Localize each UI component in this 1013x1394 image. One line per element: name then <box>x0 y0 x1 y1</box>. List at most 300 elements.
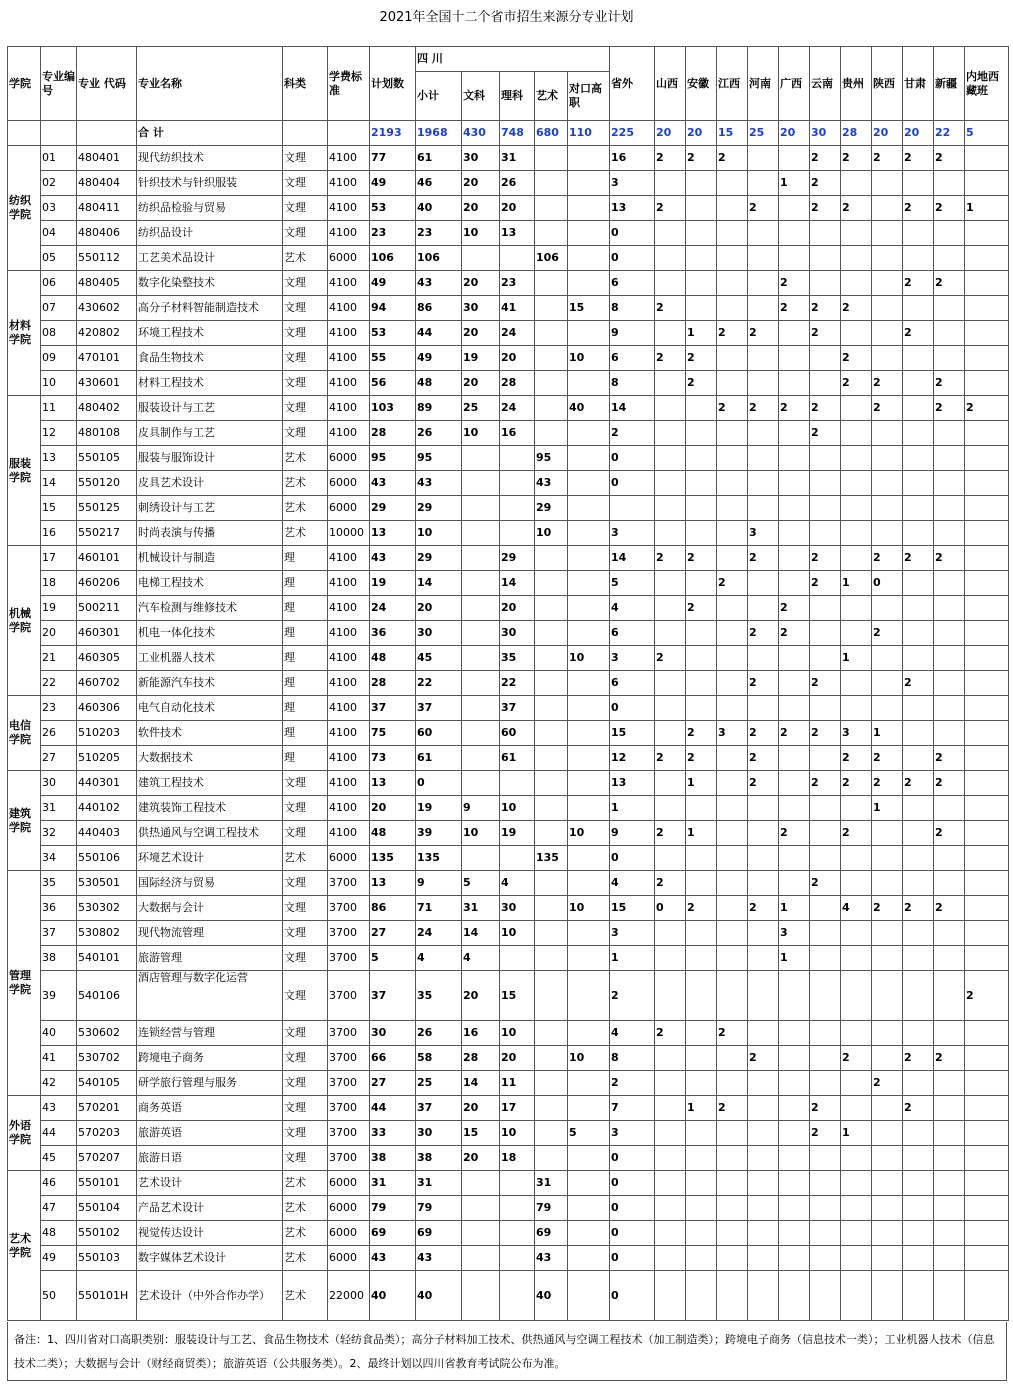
tibet-class-cell <box>965 696 1009 721</box>
guangxi-cell <box>779 446 810 471</box>
anhui-cell <box>686 946 717 971</box>
guangxi-cell <box>779 696 810 721</box>
outside-total-cell: 4 <box>610 596 655 621</box>
major-type-cell: 理 <box>283 596 328 621</box>
sichuan-wen-cell <box>462 446 500 471</box>
gansu-cell <box>903 696 934 721</box>
sichuan-li-cell <box>500 471 535 496</box>
xinjiang-cell <box>934 296 965 321</box>
guangxi-cell <box>779 846 810 871</box>
sichuan-subtotal-cell: 24 <box>416 921 462 946</box>
guangxi-cell <box>779 1246 810 1271</box>
major-name-cell: 建筑装饰工程技术 <box>137 796 283 821</box>
sichuan-li-cell: 41 <box>500 296 535 321</box>
plan-total-cell: 19 <box>370 571 416 596</box>
tuition-fee-cell: 4100 <box>328 821 370 846</box>
sichuan-subtotal-cell: 29 <box>416 546 462 571</box>
yunnan-cell <box>810 1221 841 1246</box>
shanxi-cell <box>655 621 686 646</box>
shanxi-cell <box>655 696 686 721</box>
shaanxi-cell <box>872 1021 903 1046</box>
table-row <box>8 571 1009 596</box>
plan-total-cell: 24 <box>370 596 416 621</box>
major-type-cell: 文理 <box>283 396 328 421</box>
table-row <box>8 421 1009 446</box>
sichuan-subtotal-cell: 49 <box>416 346 462 371</box>
sichuan-art-cell: 31 <box>535 1171 568 1196</box>
xinjiang-cell <box>934 1121 965 1146</box>
outside-total-cell: 3 <box>610 646 655 671</box>
sichuan-li-cell <box>500 521 535 546</box>
major-name-cell: 工业机器人技术 <box>137 646 283 671</box>
henan-cell <box>748 1246 779 1271</box>
major-name-cell: 电气自动化技术 <box>137 696 283 721</box>
plan-total-cell: 30 <box>370 1021 416 1046</box>
sichuan-wen-cell <box>462 596 500 621</box>
tuition-fee-cell: 4100 <box>328 171 370 196</box>
henan-cell <box>748 846 779 871</box>
jiangxi-cell: 2 <box>717 1021 748 1046</box>
sichuan-duikou-cell: 15 <box>568 296 610 321</box>
major-name-cell: 高分子材料智能制造技术 <box>137 296 283 321</box>
major-no-cell: 40 <box>41 1021 77 1046</box>
shanxi-cell: 2 <box>655 746 686 771</box>
sichuan-art-cell <box>535 771 568 796</box>
anhui-cell: 2 <box>686 346 717 371</box>
guizhou-cell: 2 <box>841 146 872 171</box>
sichuan-art-cell: 29 <box>535 496 568 521</box>
major-code-cell: 480402 <box>77 396 137 421</box>
yunnan-cell <box>810 1021 841 1046</box>
major-name-cell: 现代物流管理 <box>137 921 283 946</box>
tibet-class-cell <box>965 571 1009 596</box>
outside-total-cell: 3 <box>610 521 655 546</box>
henan-cell <box>748 946 779 971</box>
guizhou-cell <box>841 271 872 296</box>
xinjiang-cell <box>934 796 965 821</box>
guizhou-cell <box>841 696 872 721</box>
plan-total-cell: 23 <box>370 221 416 246</box>
henan-cell <box>748 1196 779 1221</box>
major-code-cell: 480401 <box>77 146 137 171</box>
major-no-cell: 26 <box>41 721 77 746</box>
guangxi-cell: 2 <box>779 621 810 646</box>
sichuan-li-cell: 20 <box>500 1046 535 1071</box>
plan-total-cell: 13 <box>370 521 416 546</box>
guangxi-cell <box>779 1171 810 1196</box>
gansu-cell <box>903 721 934 746</box>
xinjiang-cell <box>934 846 965 871</box>
college-name: 建筑学院 <box>8 771 41 871</box>
henan-cell <box>748 1071 779 1096</box>
guangxi-cell <box>779 746 810 771</box>
major-no-cell: 23 <box>41 696 77 721</box>
major-no-cell: 06 <box>41 271 77 296</box>
header-duikou: 对口高职 <box>568 72 610 121</box>
shanxi-cell <box>655 796 686 821</box>
sichuan-wen-cell <box>462 521 500 546</box>
anhui-cell <box>686 1146 717 1171</box>
tibet-class-cell <box>965 871 1009 896</box>
header-province: 江西 <box>717 47 748 121</box>
tuition-fee-cell: 4100 <box>328 771 370 796</box>
shanxi-cell <box>655 246 686 271</box>
major-code-cell: 480406 <box>77 221 137 246</box>
major-no-cell: 38 <box>41 946 77 971</box>
tuition-fee-cell: 4100 <box>328 621 370 646</box>
sichuan-art-cell: 79 <box>535 1196 568 1221</box>
shaanxi-cell <box>872 846 903 871</box>
guizhou-cell <box>841 946 872 971</box>
sichuan-subtotal-cell: 9 <box>416 871 462 896</box>
xinjiang-cell <box>934 171 965 196</box>
table-row <box>8 196 1009 221</box>
total-value: 1968 <box>416 121 462 146</box>
empty-cell <box>41 121 77 146</box>
plan-total-cell: 33 <box>370 1121 416 1146</box>
shaanxi-cell <box>872 671 903 696</box>
guangxi-cell <box>779 471 810 496</box>
guizhou-cell <box>841 246 872 271</box>
tuition-fee-cell: 6000 <box>328 1246 370 1271</box>
college-name: 服装学院 <box>8 396 41 546</box>
major-name-cell: 产品艺术设计 <box>137 1196 283 1221</box>
major-type-cell: 艺术 <box>283 1221 328 1246</box>
major-no-cell: 42 <box>41 1071 77 1096</box>
guangxi-cell <box>779 221 810 246</box>
yunnan-cell <box>810 1171 841 1196</box>
outside-total-cell: 0 <box>610 446 655 471</box>
henan-cell <box>748 221 779 246</box>
xinjiang-cell <box>934 1271 965 1321</box>
major-no-cell: 17 <box>41 546 77 571</box>
yunnan-cell: 2 <box>810 721 841 746</box>
major-code-cell: 430601 <box>77 371 137 396</box>
xinjiang-cell <box>934 921 965 946</box>
xinjiang-cell <box>934 671 965 696</box>
shanxi-cell: 2 <box>655 646 686 671</box>
sichuan-art-cell <box>535 346 568 371</box>
total-value: 30 <box>810 121 841 146</box>
major-code-cell: 470101 <box>77 346 137 371</box>
plan-total-cell: 43 <box>370 546 416 571</box>
xinjiang-cell <box>934 1171 965 1196</box>
major-type-cell: 艺术 <box>283 1171 328 1196</box>
sichuan-li-cell <box>500 1271 535 1321</box>
guizhou-cell: 2 <box>841 346 872 371</box>
major-type-cell: 艺术 <box>283 1196 328 1221</box>
sichuan-subtotal-cell: 40 <box>416 1271 462 1321</box>
tuition-fee-cell: 4100 <box>328 721 370 746</box>
major-code-cell: 420802 <box>77 321 137 346</box>
major-code-cell: 530702 <box>77 1046 137 1071</box>
major-type-cell: 理 <box>283 721 328 746</box>
sichuan-wen-cell: 25 <box>462 396 500 421</box>
anhui-cell: 2 <box>686 596 717 621</box>
major-type-cell: 理 <box>283 621 328 646</box>
anhui-cell <box>686 296 717 321</box>
sichuan-art-cell: 10 <box>535 521 568 546</box>
shaanxi-cell: 2 <box>872 746 903 771</box>
henan-cell <box>748 1021 779 1046</box>
major-type-cell: 艺术 <box>283 1246 328 1271</box>
sichuan-duikou-cell <box>568 546 610 571</box>
sichuan-art-cell <box>535 1021 568 1046</box>
shaanxi-cell <box>872 171 903 196</box>
sichuan-li-cell <box>500 496 535 521</box>
tuition-fee-cell: 4100 <box>328 671 370 696</box>
anhui-cell <box>686 421 717 446</box>
shanxi-cell <box>655 171 686 196</box>
major-code-cell: 540101 <box>77 946 137 971</box>
henan-cell: 2 <box>748 746 779 771</box>
total-value: 110 <box>568 121 610 146</box>
sichuan-subtotal-cell: 26 <box>416 421 462 446</box>
plan-total-cell: 44 <box>370 1096 416 1121</box>
gansu-cell <box>903 371 934 396</box>
sichuan-duikou-cell <box>568 771 610 796</box>
outside-total-cell: 13 <box>610 196 655 221</box>
header-li: 理科 <box>500 72 535 121</box>
gansu-cell <box>903 646 934 671</box>
guizhou-cell: 2 <box>841 746 872 771</box>
jiangxi-cell <box>717 171 748 196</box>
outside-total-cell: 0 <box>610 1146 655 1171</box>
gansu-cell <box>903 1121 934 1146</box>
sichuan-subtotal-cell: 14 <box>416 571 462 596</box>
header-college: 学院 <box>8 47 41 121</box>
major-name-cell: 材料工程技术 <box>137 371 283 396</box>
major-code-cell: 550106 <box>77 846 137 871</box>
tibet-class-cell <box>965 246 1009 271</box>
tuition-fee-cell: 4100 <box>328 321 370 346</box>
gansu-cell: 2 <box>903 196 934 221</box>
tuition-fee-cell: 3700 <box>328 921 370 946</box>
tibet-class-cell <box>965 521 1009 546</box>
total-row <box>8 121 1009 146</box>
xinjiang-cell <box>934 871 965 896</box>
anhui-cell <box>686 696 717 721</box>
sichuan-wen-cell: 14 <box>462 921 500 946</box>
tibet-class-cell: 2 <box>965 971 1009 1021</box>
guangxi-cell <box>779 321 810 346</box>
henan-cell <box>748 446 779 471</box>
shanxi-cell <box>655 671 686 696</box>
major-code-cell: 460101 <box>77 546 137 571</box>
gansu-cell <box>903 796 934 821</box>
yunnan-cell <box>810 846 841 871</box>
sichuan-wen-cell: 20 <box>462 196 500 221</box>
plan-total-cell: 66 <box>370 1046 416 1071</box>
sichuan-li-cell: 16 <box>500 421 535 446</box>
major-type-cell: 文理 <box>283 946 328 971</box>
sichuan-art-cell <box>535 321 568 346</box>
table-row <box>8 446 1009 471</box>
outside-total-cell: 3 <box>610 171 655 196</box>
tibet-class-cell <box>965 1246 1009 1271</box>
shaanxi-cell <box>872 346 903 371</box>
major-name-cell: 软件技术 <box>137 721 283 746</box>
table-row <box>8 371 1009 396</box>
shaanxi-cell <box>872 1146 903 1171</box>
sichuan-art-cell <box>535 396 568 421</box>
shaanxi-cell: 1 <box>872 721 903 746</box>
tuition-fee-cell: 6000 <box>328 1196 370 1221</box>
sichuan-subtotal-cell: 58 <box>416 1046 462 1071</box>
plan-total-cell: 48 <box>370 821 416 846</box>
major-name-cell: 针织技术与针织服装 <box>137 171 283 196</box>
tibet-class-cell <box>965 271 1009 296</box>
henan-cell <box>748 146 779 171</box>
major-code-cell: 460305 <box>77 646 137 671</box>
tibet-class-cell <box>965 1096 1009 1121</box>
jiangxi-cell <box>717 1121 748 1146</box>
shaanxi-cell <box>872 1246 903 1271</box>
jiangxi-cell <box>717 546 748 571</box>
shanxi-cell <box>655 1071 686 1096</box>
henan-cell: 2 <box>748 721 779 746</box>
major-no-cell: 41 <box>41 1046 77 1071</box>
guangxi-cell <box>779 571 810 596</box>
sichuan-wen-cell: 10 <box>462 421 500 446</box>
jiangxi-cell <box>717 1171 748 1196</box>
gansu-cell <box>903 296 934 321</box>
anhui-cell <box>686 471 717 496</box>
sichuan-wen-cell <box>462 1271 500 1321</box>
plan-total-cell: 37 <box>370 696 416 721</box>
xinjiang-cell: 2 <box>934 146 965 171</box>
henan-cell <box>748 1121 779 1146</box>
major-no-cell: 13 <box>41 446 77 471</box>
major-code-cell: 550120 <box>77 471 137 496</box>
guangxi-cell <box>779 496 810 521</box>
table-row <box>8 1071 1009 1096</box>
plan-total-cell: 55 <box>370 346 416 371</box>
tibet-class-cell <box>965 421 1009 446</box>
sichuan-li-cell: 29 <box>500 546 535 571</box>
guizhou-cell <box>841 621 872 646</box>
outside-total-cell: 3 <box>610 1121 655 1146</box>
sichuan-subtotal-cell: 43 <box>416 271 462 296</box>
major-no-cell: 04 <box>41 221 77 246</box>
tuition-fee-cell: 6000 <box>328 496 370 521</box>
major-name-cell: 服装设计与工艺 <box>137 396 283 421</box>
guizhou-cell <box>841 421 872 446</box>
gansu-cell <box>903 221 934 246</box>
table-row <box>8 546 1009 571</box>
yunnan-cell: 2 <box>810 546 841 571</box>
sichuan-subtotal-cell: 4 <box>416 946 462 971</box>
tibet-class-cell <box>965 371 1009 396</box>
guizhou-cell: 1 <box>841 646 872 671</box>
college-name: 管理学院 <box>8 871 41 1096</box>
major-type-cell: 文理 <box>283 196 328 221</box>
sichuan-art-cell <box>535 196 568 221</box>
anhui-cell: 2 <box>686 146 717 171</box>
sichuan-art-cell <box>535 896 568 921</box>
guizhou-cell <box>841 321 872 346</box>
shanxi-cell <box>655 321 686 346</box>
sichuan-art-cell <box>535 821 568 846</box>
major-name-cell: 建筑工程技术 <box>137 771 283 796</box>
major-code-cell: 550105 <box>77 446 137 471</box>
major-name-cell: 数字媒体艺术设计 <box>137 1246 283 1271</box>
sichuan-subtotal-cell: 135 <box>416 846 462 871</box>
xinjiang-cell <box>934 971 965 1021</box>
yunnan-cell <box>810 1196 841 1221</box>
sichuan-duikou-cell: 10 <box>568 821 610 846</box>
jiangxi-cell <box>717 796 748 821</box>
college-name: 艺术学院 <box>8 1171 41 1321</box>
sichuan-duikou-cell <box>568 1271 610 1321</box>
shanxi-cell <box>655 846 686 871</box>
sichuan-art-cell: 43 <box>535 1246 568 1271</box>
anhui-cell: 2 <box>686 546 717 571</box>
tuition-fee-cell: 6000 <box>328 246 370 271</box>
shaanxi-cell: 2 <box>872 771 903 796</box>
major-type-cell: 艺术 <box>283 496 328 521</box>
major-name-cell: 酒店管理与数字化运营 <box>137 971 283 1021</box>
yunnan-cell <box>810 1071 841 1096</box>
major-no-cell: 45 <box>41 1146 77 1171</box>
table-row <box>8 796 1009 821</box>
anhui-cell: 2 <box>686 371 717 396</box>
college-name: 电信学院 <box>8 696 41 771</box>
tibet-class-cell <box>965 796 1009 821</box>
jiangxi-cell <box>717 471 748 496</box>
tibet-class-cell <box>965 446 1009 471</box>
sichuan-li-cell: 37 <box>500 696 535 721</box>
sichuan-subtotal-cell: 71 <box>416 896 462 921</box>
yunnan-cell <box>810 1246 841 1271</box>
xinjiang-cell <box>934 221 965 246</box>
sichuan-wen-cell: 15 <box>462 1121 500 1146</box>
sichuan-li-cell: 18 <box>500 1146 535 1171</box>
xinjiang-cell <box>934 446 965 471</box>
jiangxi-cell <box>717 696 748 721</box>
tuition-fee-cell: 3700 <box>328 1046 370 1071</box>
guizhou-cell: 2 <box>841 821 872 846</box>
plan-total-cell: 53 <box>370 196 416 221</box>
jiangxi-cell <box>717 221 748 246</box>
tibet-class-cell <box>965 821 1009 846</box>
tibet-class-cell <box>965 1046 1009 1071</box>
shanxi-cell <box>655 496 686 521</box>
sichuan-li-cell: 24 <box>500 396 535 421</box>
anhui-cell <box>686 196 717 221</box>
anhui-cell <box>686 571 717 596</box>
table-row <box>8 846 1009 871</box>
tibet-class-cell <box>965 1221 1009 1246</box>
henan-cell: 2 <box>748 321 779 346</box>
header-major-name: 专业名称 <box>137 47 283 121</box>
major-name-cell: 跨境电子商务 <box>137 1046 283 1071</box>
shaanxi-cell <box>872 221 903 246</box>
shaanxi-cell: 2 <box>872 896 903 921</box>
sichuan-subtotal-cell: 60 <box>416 721 462 746</box>
tuition-fee-cell: 6000 <box>328 846 370 871</box>
shaanxi-cell <box>872 196 903 221</box>
major-type-cell: 文理 <box>283 321 328 346</box>
shanxi-cell <box>655 471 686 496</box>
major-no-cell: 12 <box>41 421 77 446</box>
plan-total-cell: 5 <box>370 946 416 971</box>
sichuan-subtotal-cell: 40 <box>416 196 462 221</box>
shaanxi-cell <box>872 496 903 521</box>
sichuan-art-cell: 69 <box>535 1221 568 1246</box>
table-row <box>8 871 1009 896</box>
henan-cell <box>748 496 779 521</box>
